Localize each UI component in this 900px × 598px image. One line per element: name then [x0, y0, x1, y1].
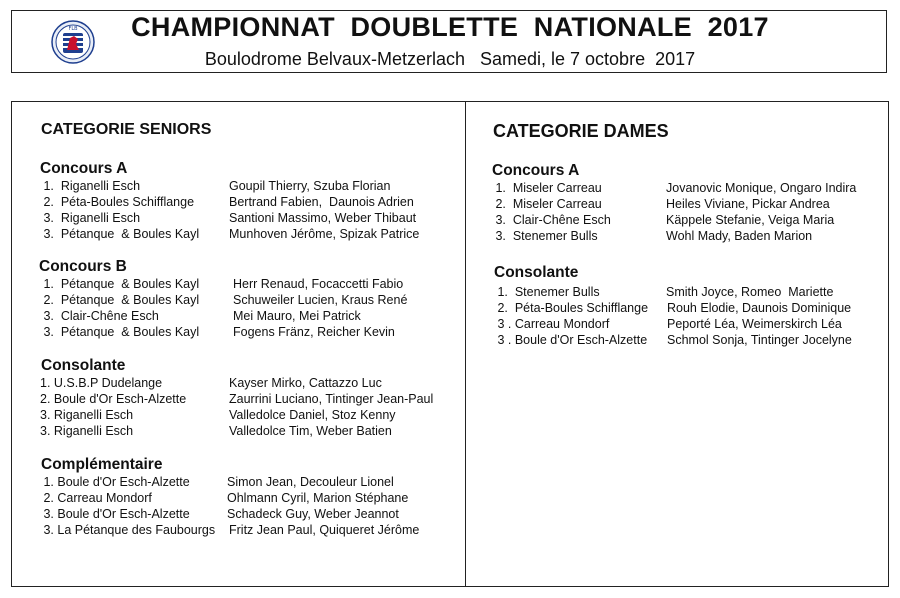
category-seniors-title: CATEGORIE SENIORS: [41, 121, 212, 138]
team-name: 1. Miseler Carreau: [492, 181, 602, 195]
team-name: 3. Stenemer Bulls: [492, 229, 598, 243]
player-names: Santioni Massimo, Weber Thibaut: [229, 211, 417, 225]
seniors-complementaire-title: Complémentaire: [41, 456, 163, 473]
seniors-concours-a-title: Concours A: [40, 160, 128, 177]
player-names: Munhoven Jérôme, Spizak Patrice: [229, 227, 420, 241]
team-name: 3. La Pétanque des Faubourgs: [40, 523, 216, 537]
team-name: 3. Pétanque & Boules Kayl: [40, 227, 200, 241]
dames-consolante-title: Consolante: [494, 264, 579, 281]
dames-concours-a-title: Concours A: [492, 162, 580, 179]
federation-logo: [51, 20, 95, 64]
team-name: 1. Boule d'Or Esch-Alzette: [40, 475, 190, 489]
team-name: 3 . Carreau Mondorf: [494, 317, 610, 331]
player-names: Valledolce Daniel, Stoz Kenny: [229, 408, 396, 422]
team-name: 3. Clair-Chêne Esch: [40, 309, 159, 323]
player-names: Fogens Fränz, Reicher Kevin: [233, 325, 395, 339]
player-names: Wohl Mady, Baden Marion: [666, 229, 813, 243]
team-name: 3. Riganelli Esch: [40, 408, 134, 422]
player-names: Schmol Sonja, Tintinger Jocelyne: [667, 333, 852, 347]
player-names: Mei Mauro, Mei Patrick: [233, 309, 361, 323]
category-dames-title: CATEGORIE DAMES: [493, 121, 669, 141]
team-name: 1. Riganelli Esch: [40, 179, 141, 193]
team-name: 2. Miseler Carreau: [492, 197, 602, 211]
team-name: 3. Riganelli Esch: [40, 424, 134, 438]
player-names: Ohlmann Cyril, Marion Stéphane: [227, 491, 409, 505]
team-name: 2. Péta-Boules Schifflange: [494, 301, 649, 315]
player-names: Simon Jean, Decouleur Lionel: [227, 475, 394, 489]
column-divider: [465, 101, 466, 587]
team-name: 3. Pétanque & Boules Kayl: [40, 325, 200, 339]
team-name: 1. Pétanque & Boules Kayl: [40, 277, 200, 291]
logo-text: FLB: [68, 26, 78, 32]
player-names: Zaurrini Luciano, Tintinger Jean-Paul: [229, 392, 434, 406]
team-name: 1. U.S.B.P Dudelange: [40, 376, 163, 390]
team-name: 3 . Boule d'Or Esch-Alzette: [494, 333, 648, 347]
player-names: Kayser Mirko, Cattazzo Luc: [229, 376, 382, 390]
player-names: Smith Joyce, Romeo Mariette: [666, 285, 834, 299]
player-names: Bertrand Fabien, Daunois Adrien: [229, 195, 414, 209]
player-names: Herr Renaud, Focaccetti Fabio: [233, 277, 404, 291]
page-title: CHAMPIONNAT DOUBLETTE NATIONALE 2017: [131, 12, 769, 42]
player-names: Schadeck Guy, Weber Jeannot: [227, 507, 399, 521]
player-names: Peporté Léa, Weimerskirch Léa: [667, 317, 842, 331]
player-names: Goupil Thierry, Szuba Florian: [229, 179, 391, 193]
team-name: 2. Carreau Mondorf: [40, 491, 152, 505]
player-names: Rouh Elodie, Daunois Dominique: [667, 301, 852, 315]
seniors-consolante-title: Consolante: [41, 357, 126, 374]
player-names: Heiles Viviane, Pickar Andrea: [666, 197, 830, 211]
team-name: 3. Boule d'Or Esch-Alzette: [40, 507, 190, 521]
page-subtitle: Boulodrome Belvaux-Metzerlach Samedi, le 7 octobre 2017: [204, 49, 696, 69]
team-name: 3. Clair-Chêne Esch: [492, 213, 611, 227]
player-names: Fritz Jean Paul, Quiqueret Jérôme: [229, 523, 420, 537]
player-names: Valledolce Tim, Weber Batien: [229, 424, 392, 438]
player-names: Schuweiler Lucien, Kraus René: [233, 293, 408, 307]
seniors-concours-b-title: Concours B: [39, 258, 127, 275]
player-names: Jovanovic Monique, Ongaro Indira: [666, 181, 857, 195]
team-name: 2. Boule d'Or Esch-Alzette: [40, 392, 187, 406]
team-name: 3. Riganelli Esch: [40, 211, 141, 225]
team-name: 2. Pétanque & Boules Kayl: [40, 293, 200, 307]
team-name: 2. Péta-Boules Schifflange: [40, 195, 195, 209]
player-names: Käppele Stefanie, Veiga Maria: [666, 213, 835, 227]
team-name: 1. Stenemer Bulls: [494, 285, 600, 299]
